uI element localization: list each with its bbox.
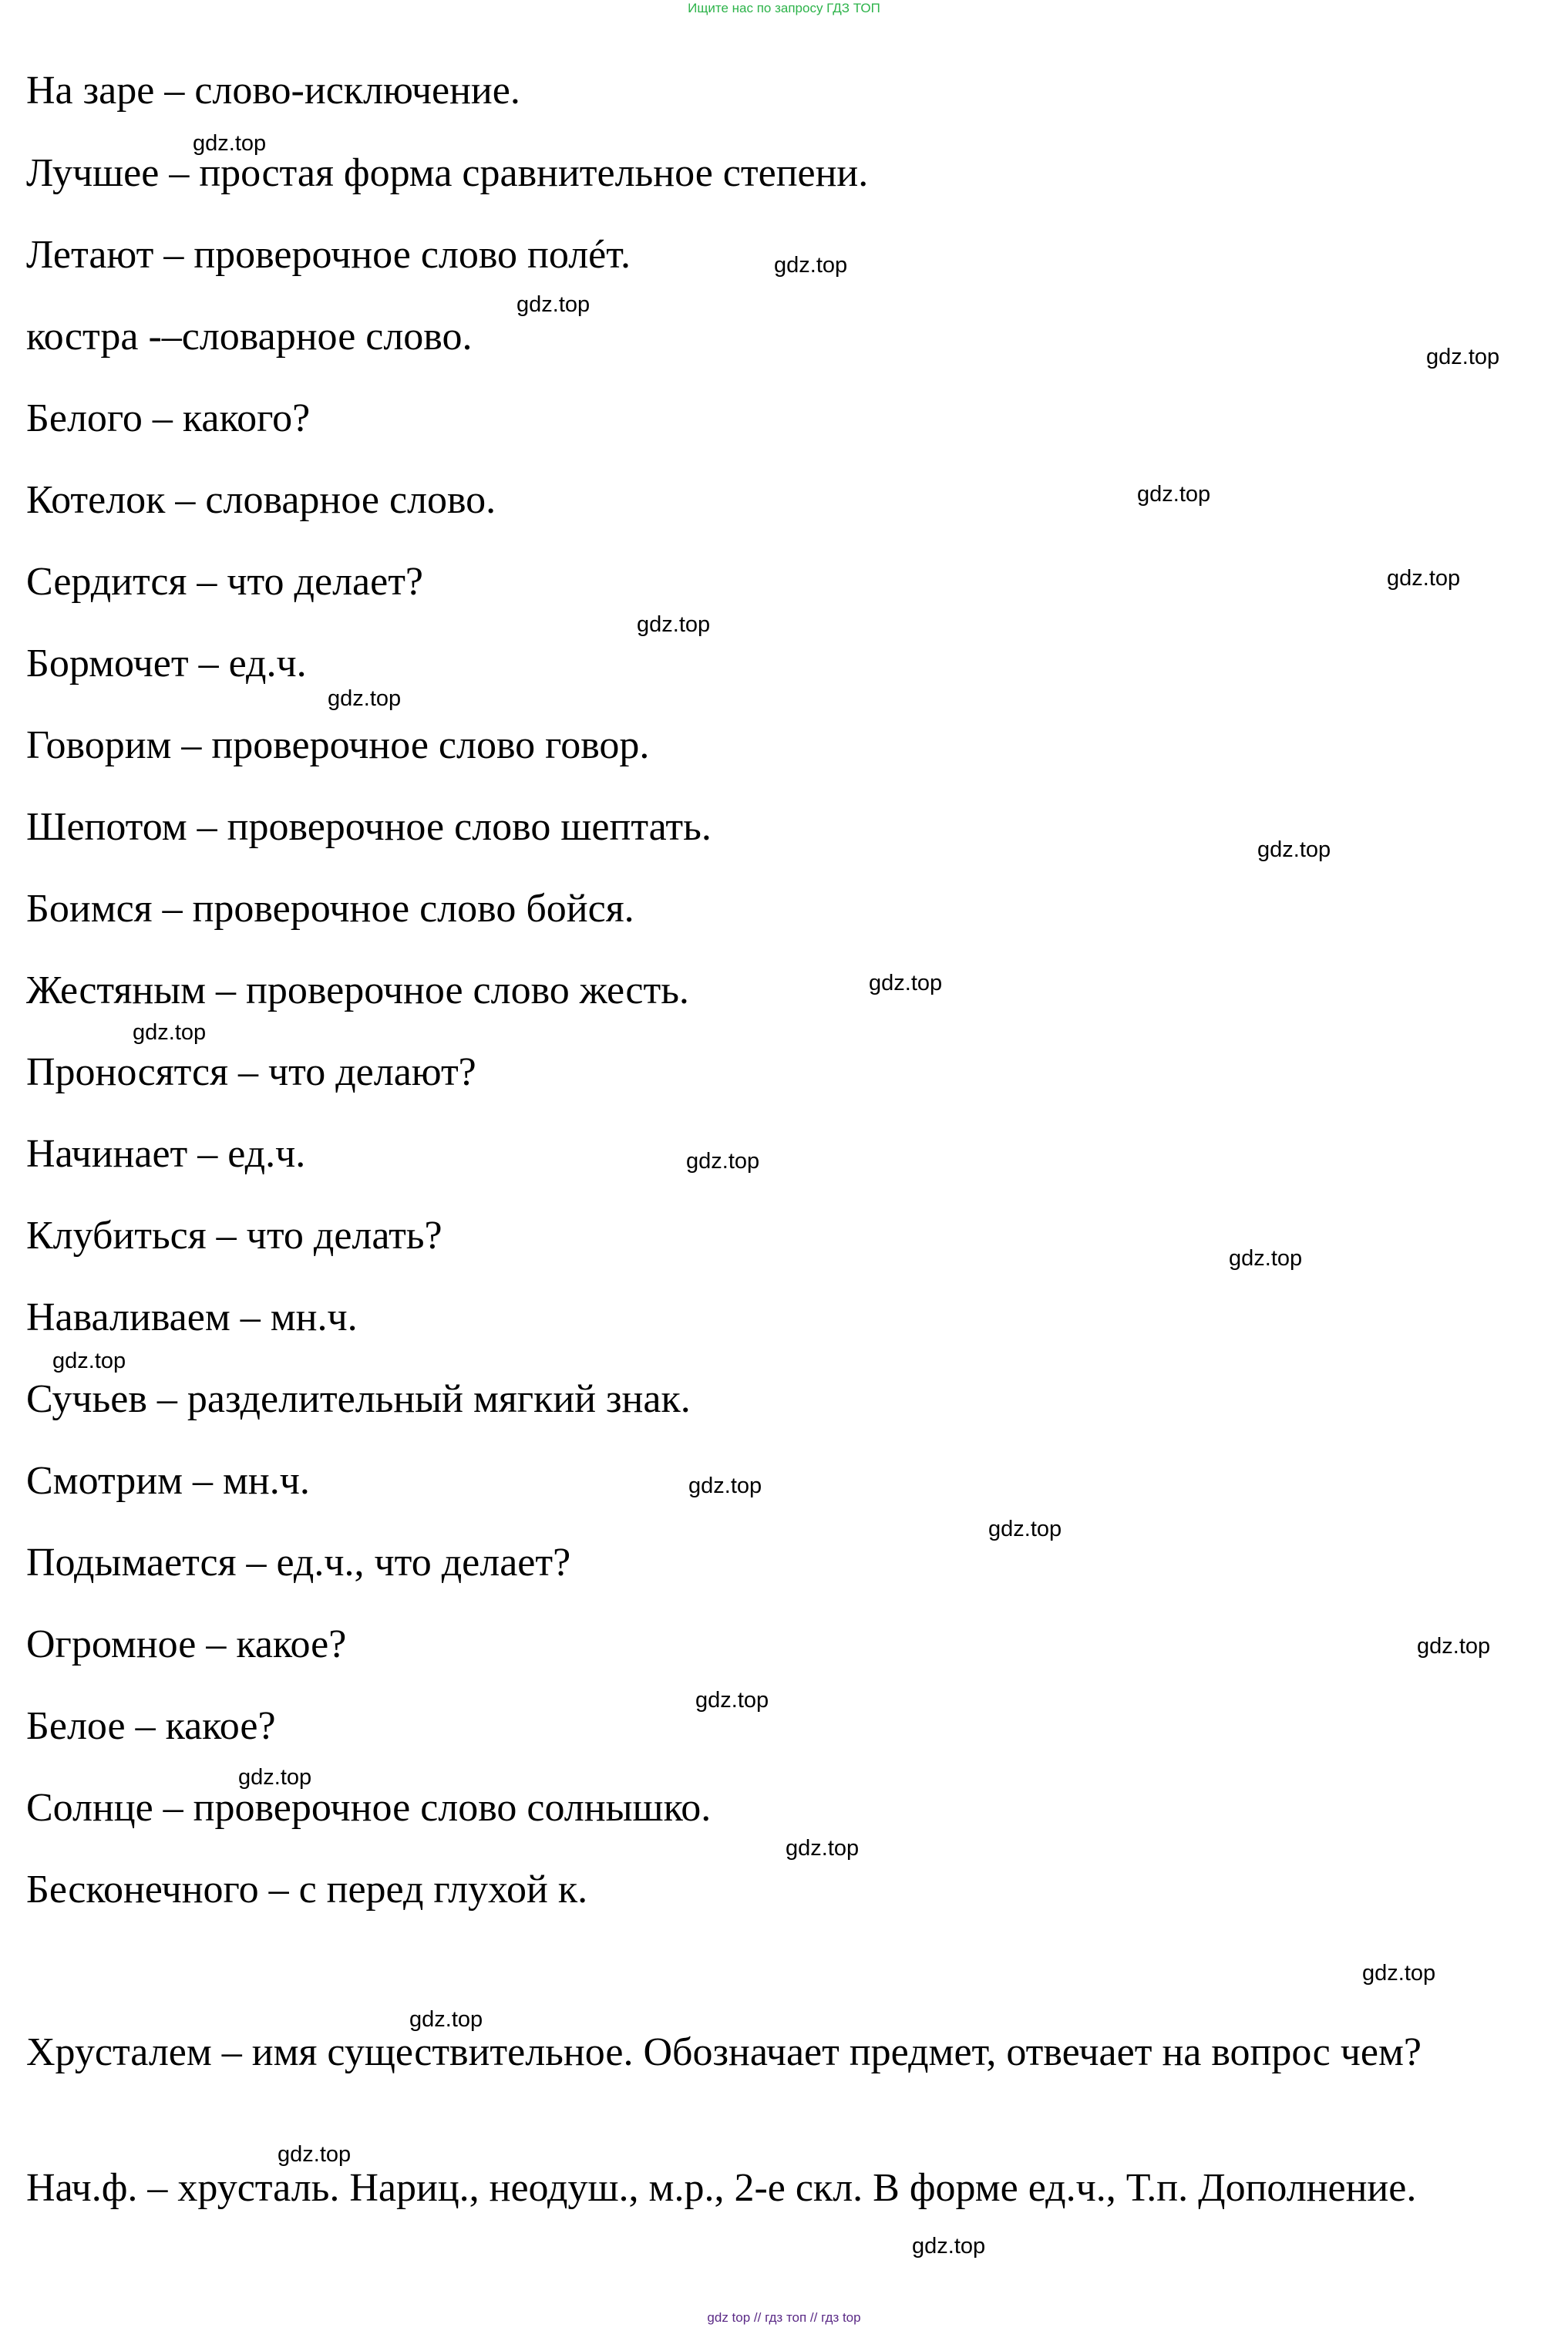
text-line: Клубиться – что делать? [26, 1214, 442, 1258]
watermark: gdz.top [686, 1149, 760, 1174]
text-line: Сучьев – разделительный мягкий знак. [26, 1377, 691, 1421]
text-line: Подымается – ед.ч., что делает? [26, 1541, 571, 1585]
watermark: gdz.top [869, 971, 943, 995]
text-line: Белого – какого? [26, 396, 311, 440]
watermark: gdz.top [1257, 837, 1331, 862]
watermark: gdz.top [1417, 1634, 1491, 1659]
footer-banner: gdz top // гдз топ // гдз top [707, 2310, 861, 2325]
watermark: gdz.top [52, 1349, 126, 1373]
watermark: gdz.top [1362, 1961, 1436, 1986]
text-line: Лучшее – простая форма сравнительное степени. [26, 151, 869, 195]
watermark: gdz.top [912, 2234, 986, 2259]
text-line: Солнце – проверочное слово солнышко. [26, 1786, 712, 1830]
text-line: Говорим – проверочное слово говор. [26, 723, 650, 767]
text-line: Жестяным – проверочное слово жесть. [26, 968, 689, 1012]
text-line: Котелок – словарное слово. [26, 478, 496, 522]
text-line: Наваливаем – мн.ч. [26, 1295, 358, 1339]
watermark: gdz.top [238, 1765, 312, 1790]
text-line: Смотрим – мн.ч. [26, 1459, 310, 1503]
watermark: gdz.top [133, 1020, 207, 1045]
text-line: Летают – проверочное слово полéт. [26, 233, 631, 277]
text-line: Белое – какое? [26, 1704, 276, 1748]
top-banner: Ищите нас по запросу ГДЗ ТОП [688, 1, 880, 15]
text-line: Бесконечного – с перед глухой к. [26, 1868, 588, 1912]
watermark: gdz.top [1387, 566, 1461, 591]
watermark: gdz.top [695, 1688, 769, 1713]
text-line: Боимся – проверочное слово бойся. [26, 887, 634, 931]
watermark: gdz.top [786, 1836, 860, 1861]
watermark: gdz.top [1229, 1246, 1303, 1271]
text-line: Начинает – ед.ч. [26, 1132, 306, 1176]
text-line: Бормочет – ед.ч. [26, 642, 307, 685]
text-paragraph: Хрусталем – имя существительное. Обозначает предмет, отвечает на вопрос чем? [26, 2030, 1422, 2074]
watermark: gdz.top [328, 686, 402, 711]
text-line: На заре – слово-исключение. [26, 69, 520, 113]
text-line: Проносятся – что делают? [26, 1050, 476, 1094]
watermark: gdz.top [988, 1517, 1062, 1541]
text-line: костра -–словарное слово. [26, 315, 473, 359]
watermark: gdz.top [516, 292, 591, 317]
text-line: Огромное – какое? [26, 1622, 347, 1666]
watermark: gdz.top [774, 253, 848, 278]
watermark: gdz.top [409, 2007, 483, 2032]
text-line: Сердится – что делает? [26, 560, 423, 604]
text-paragraph: Нач.ф. – хрусталь. Нариц., неодуш., м.р., 2-е скл. В форме ед.ч., Т.п. Дополнение. [26, 2166, 1417, 2210]
watermark: gdz.top [1426, 345, 1500, 369]
watermark: gdz.top [1137, 482, 1211, 507]
watermark: gdz.top [637, 612, 711, 637]
watermark: gdz.top [688, 1474, 762, 1498]
text-line: Шепотом – проверочное слово шептать. [26, 805, 712, 849]
watermark: gdz.top [278, 2142, 352, 2167]
watermark: gdz.top [193, 131, 267, 156]
